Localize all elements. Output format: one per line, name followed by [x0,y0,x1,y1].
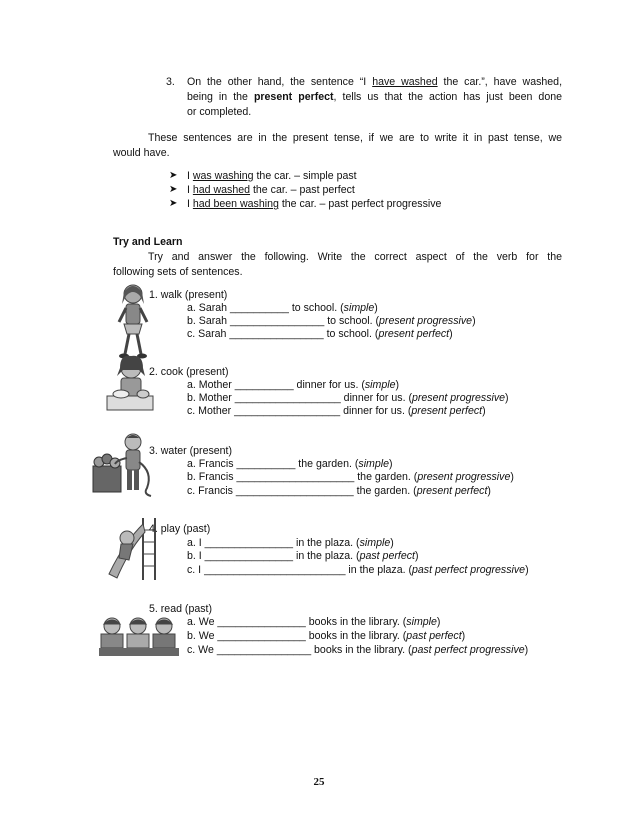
exercise-1c: c. Sarah ________________ to school. (present perfect) [187,328,453,340]
exercise-3b: b. Francis ____________________ the garden. (present progressive) [187,471,514,483]
exercise-1a: a. Sarah __________ to school. (simple) [187,302,378,314]
exercise-4a: a. I _______________ in the plaza. (simple) [187,537,394,549]
page-number: 25 [313,776,325,788]
exercise-5b: b. We _______________ books in the library. (past perfect) [187,630,466,642]
intro-line2: would have. [113,147,170,159]
intro-line1: These sentences are in the present tense, if we are to write it in past tense, we [148,132,562,144]
try-line2: following sets of sentences. [113,266,243,278]
exercise-3a: a. Francis __________ the garden. (simple) [187,458,393,470]
exercise-2c: c. Mother __________________ dinner for us. (present perfect) [187,405,486,417]
exercise-4-title: 4. play (past) [149,523,211,535]
exercise-5-title: 5. read (past) [149,603,213,615]
bullet-1: I was washing the car. – simple past [187,170,357,182]
mother-cooking-picture [103,354,161,416]
try-heading: Try and Learn [113,236,183,248]
bullet-2: I had washed the car. – past perfect [187,184,355,196]
exercise-5c: c. We ________________ books in the library. (past perfect progressive) [187,644,529,656]
arrow-bullet-icon: ➤ [169,170,178,181]
girl-walking-picture [113,282,153,362]
exercise-1-title: 1. walk (present) [149,289,228,301]
exercise-4b: b. I _______________ in the plaza. (past perfect) [187,550,419,562]
exercise-2a: a. Mother __________ dinner for us. (simple) [187,379,400,391]
exercise-5a: a. We _______________ books in the library. (simple) [187,616,441,628]
boy-watering-garden-picture [91,432,157,498]
arrow-bullet-icon: ➤ [169,198,178,209]
item3-number: 3. [166,76,175,88]
exercise-3-title: 3. water (present) [149,445,233,457]
exercise-2-title: 2. cook (present) [149,366,229,378]
item3-line3: or completed. [187,106,252,118]
children-reading-picture [99,616,179,660]
exercise-4c: c. I ________________________ in the plaza. (past perfect progressive) [187,564,529,576]
try-line1: Try and answer the following. Write the correct aspect of the verb for the [148,251,562,263]
exercise-2b: b. Mother __________________ dinner for us. (present progressive) [187,392,509,404]
exercise-3c: c. Francis ____________________ the garden. (present perfect) [187,485,491,497]
exercise-1b: b. Sarah ________________ to school. (present progressive) [187,315,476,327]
item3-line2: being in the present perfect, tells us that the action has just been done [187,91,562,103]
bullet-3: I had been washing the car. – past perfect progressive [187,198,442,210]
item3-line1: On the other hand, the sentence “I have washed the car.”, have washed, [187,76,563,88]
arrow-bullet-icon: ➤ [169,184,178,195]
